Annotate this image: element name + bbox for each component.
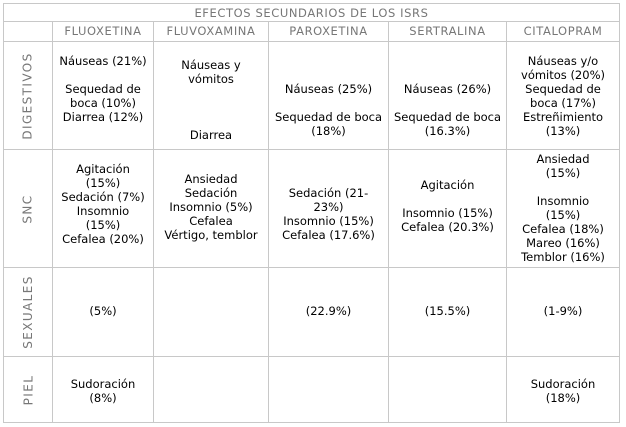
cell-line — [154, 114, 268, 128]
divider — [4, 267, 619, 268]
cell-line: Sequedad de — [525, 82, 601, 96]
cell-line: Cefalea (18%) — [522, 222, 604, 236]
cell-line: Cefalea (17.6%) — [282, 228, 375, 242]
cell-line: Insomnio (15%) — [283, 214, 374, 228]
cell-line: Cefalea (20.3%) — [401, 220, 494, 234]
divider — [4, 41, 619, 42]
cell-line: Insomnio — [536, 194, 590, 208]
cell-snc-citalopram — [507, 152, 619, 264]
cell-line: Diarrea (12%) — [62, 110, 144, 124]
cell-line: (8%) — [89, 391, 117, 405]
cell-line: Sedación — [184, 186, 238, 200]
cell-line: Ansiedad — [536, 152, 590, 166]
cell-line: Cefalea (20%) — [62, 232, 144, 246]
cell-line: Agitación — [420, 178, 475, 192]
cell-sexuales-paroxetina — [269, 304, 388, 318]
cell-line: (15.5%) — [424, 304, 471, 318]
cell-digestivos-fluoxetina — [53, 54, 153, 124]
cell-line — [154, 86, 268, 100]
cell-line: Estreñimiento — [522, 110, 604, 124]
cell-line: (15%) — [545, 166, 581, 180]
cell-line: Cefalea — [189, 214, 233, 228]
cell-snc-paroxetina — [269, 186, 388, 242]
cell-snc-fluoxetina — [53, 162, 153, 246]
cell-line — [269, 96, 388, 110]
cell-line: Náuseas (21%) — [59, 54, 147, 68]
cell-line: boca (10%) — [70, 96, 136, 110]
cell-snc-sertralina — [389, 178, 506, 234]
cell-line: Sedación (7%) — [61, 190, 145, 204]
cell-line: (18%) — [311, 124, 346, 138]
column-header-paroxetina: PAROXETINA — [289, 24, 368, 38]
cell-sexuales-sertralina — [389, 304, 506, 318]
cell-line: Náuseas (26%) — [403, 82, 492, 96]
cell-line — [389, 68, 506, 82]
cell-sexuales-citalopram — [507, 304, 619, 318]
cell-line: Temblor (16%) — [521, 250, 605, 264]
cell-line: Sedación (21- — [288, 186, 369, 200]
column-header-citalopram: CITALOPRAM — [523, 24, 603, 38]
cell-digestivos-fluvoxamina — [154, 58, 268, 142]
cell-line: Sequedad de boca — [393, 110, 502, 124]
cell-line: Vértigo, temblor — [164, 228, 258, 242]
cell-line: vómitos (20%) — [521, 68, 605, 82]
cell-line: boca (17%) — [530, 96, 596, 110]
cell-line: Náuseas y/o — [527, 54, 599, 68]
cell-line: Sudoración — [70, 377, 136, 391]
cell-line: Sequedad de — [65, 82, 141, 96]
cell-line: Agitación — [76, 162, 130, 176]
cell-line: (1-9%) — [543, 304, 583, 318]
cell-piel-fluoxetina — [53, 377, 153, 405]
cell-line: 23%) — [313, 200, 344, 214]
cell-line — [507, 180, 619, 194]
cell-line: Insomnio — [76, 204, 130, 218]
cell-line: Insomnio (5%) — [169, 200, 253, 214]
cell-line: (16.3%) — [424, 124, 471, 138]
cell-digestivos-paroxetina — [269, 68, 388, 138]
row-header-sexuales: SEXUALES — [21, 275, 35, 349]
divider — [4, 149, 619, 150]
cell-line: (5%) — [89, 304, 117, 318]
column-header-fluoxetina: FLUOXETINA — [64, 24, 142, 38]
row-header-snc: SNC — [21, 193, 35, 224]
cell-line: Náuseas y — [181, 58, 241, 72]
column-header-sertralina: SERTRALINA — [409, 24, 486, 38]
cell-line: vómitos — [188, 72, 234, 86]
cell-snc-fluvoxamina — [154, 172, 268, 242]
row-header-piel: PIEL — [21, 374, 35, 405]
cell-line: (15%) — [85, 218, 121, 232]
cell-line: Mareo (16%) — [526, 236, 600, 250]
cell-line — [53, 68, 153, 82]
cell-line: (22.9%) — [305, 304, 352, 318]
cell-digestivos-citalopram — [507, 54, 619, 138]
side-effects-table — [3, 3, 620, 423]
divider — [4, 356, 619, 357]
cell-digestivos-sertralina — [389, 68, 506, 138]
cell-line — [389, 192, 506, 206]
cell-line: Insomnio (15%) — [402, 206, 493, 220]
cell-line: (15%) — [85, 176, 121, 190]
column-header-fluvoxamina: FLUVOXAMINA — [166, 24, 256, 38]
cell-line: (18%) — [545, 391, 581, 405]
cell-line — [269, 68, 388, 82]
cell-piel-citalopram — [507, 377, 619, 405]
cell-line: Sudoración — [530, 377, 596, 391]
row-header-digestivos: DIGESTIVOS — [21, 51, 35, 140]
cell-line: Diarrea — [189, 128, 233, 142]
cell-line: Sequedad de boca — [274, 110, 383, 124]
cell-line: (15%) — [545, 208, 581, 222]
cell-line: Ansiedad — [184, 172, 238, 186]
cell-line: (13%) — [545, 124, 581, 138]
table-title: EFECTOS SECUNDARIOS DE LOS ISRS — [194, 6, 429, 20]
cell-line — [389, 96, 506, 110]
cell-sexuales-fluoxetina — [53, 304, 153, 318]
cell-line — [154, 100, 268, 114]
cell-line: Náuseas (25%) — [284, 82, 373, 96]
